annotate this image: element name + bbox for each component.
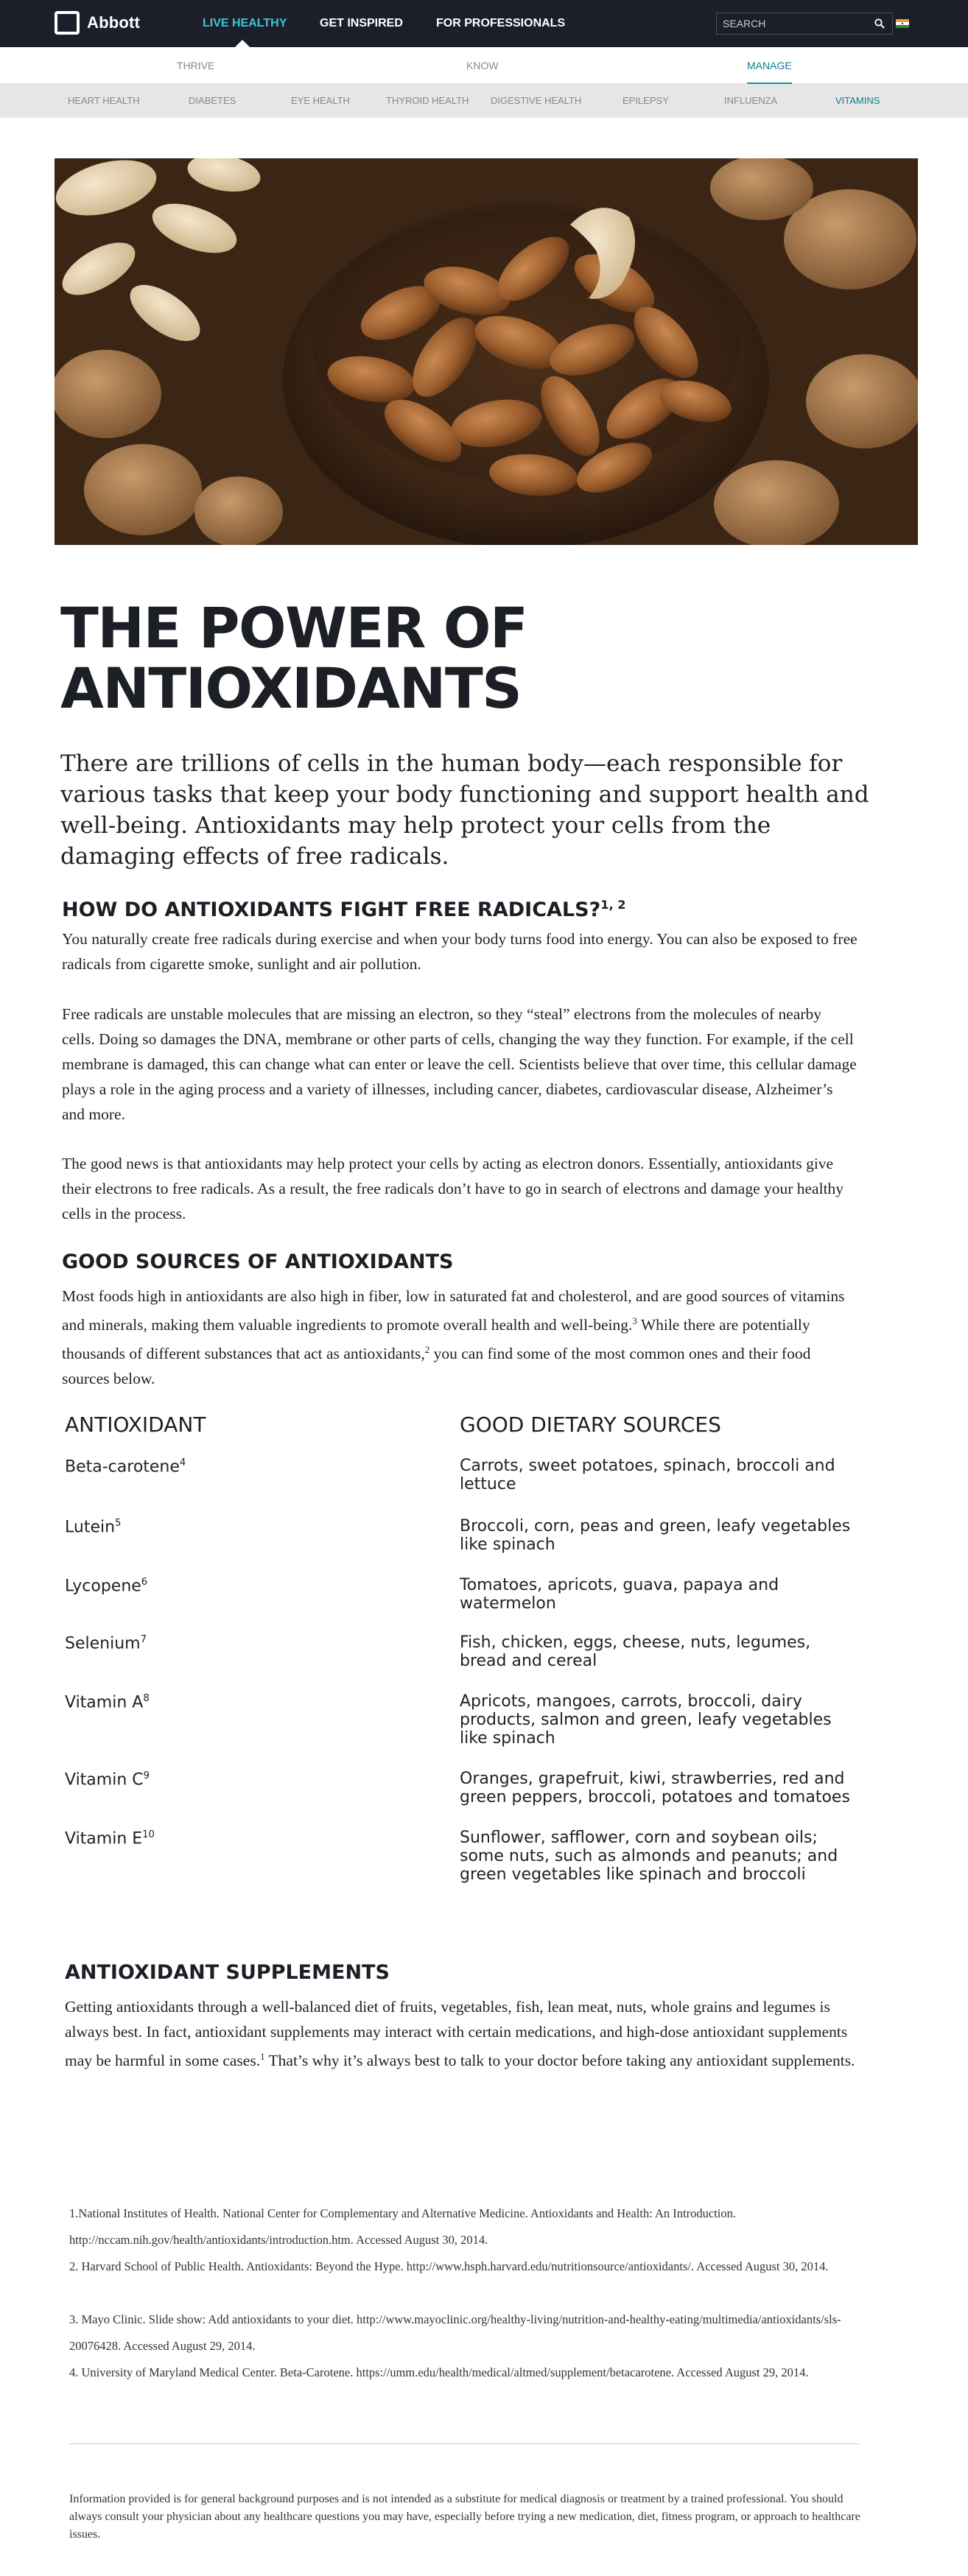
- category-diabetes[interactable]: DIABETES: [189, 95, 236, 106]
- category-influenza[interactable]: INFLUENZA: [724, 95, 778, 106]
- table-cell-antioxidant: [65, 1514, 418, 1536]
- abbott-logo[interactable]: [55, 10, 140, 35]
- nav-live-healthy[interactable]: LIVE HEALTHY: [203, 17, 287, 29]
- footnote-ref[interactable]: 7: [140, 1634, 147, 1645]
- antioxidant-name: Selenium: [65, 1634, 141, 1653]
- category-nav: [0, 84, 968, 118]
- table-cell-antioxidant: [65, 1573, 418, 1595]
- footnote-ref[interactable]: 8: [143, 1693, 150, 1704]
- subnav-know[interactable]: KNOW: [466, 60, 499, 71]
- footnote-ref-3[interactable]: 3: [632, 1316, 637, 1326]
- search-icon[interactable]: [874, 18, 885, 29]
- table-cell-sources: Tomatoes, apricots, guava, papaya and watermelon: [460, 1576, 779, 1613]
- footnote-ref[interactable]: 6: [141, 1577, 148, 1588]
- footnote-item: 1.National Institutes of Health. National Center for Complementary and Alternative Medicine. Antioxidants and Health: An Introduction. http://nccam.nih.gov/health/antioxidants/introduction.htm. Accessed August 30, 2014.: [69, 2206, 736, 2247]
- paragraph-free-radicals-3: The good news is that antioxidants may help protect your cells by acting as electron donors. Essentially, antioxidants give their electrons to free radicals. As a result, the free radicals don’t have to go in search of electrons and damage your healthy cells in the process.: [62, 1155, 844, 1222]
- table-cell-antioxidant: [65, 1630, 418, 1653]
- table-cell-antioxidant: [65, 1454, 418, 1476]
- footnote-item: 4. University of Maryland Medical Center. Beta-Carotene. https://umm.edu/health/medical/altmed/supplement/betacarotene. Accessed August 29, 2014.: [69, 2365, 809, 2379]
- footnote-ref[interactable]: 5: [115, 1518, 122, 1529]
- footnote-ref-2[interactable]: 2: [424, 1345, 430, 1356]
- nav-get-inspired[interactable]: GET INSPIRED: [320, 17, 403, 29]
- footnote-ref[interactable]: 4: [179, 1457, 186, 1468]
- table-header-antioxidant: ANTIOXIDANT: [65, 1412, 206, 1437]
- antioxidant-name: Vitamin C: [65, 1770, 144, 1790]
- top-nav: [0, 0, 968, 47]
- category-heart-health[interactable]: HEART HEALTH: [68, 95, 140, 106]
- antioxidant-name: Vitamin E: [65, 1829, 143, 1848]
- active-nav-caret-icon: [235, 40, 250, 47]
- table-cell-antioxidant: [65, 1689, 418, 1711]
- section-nav: [0, 47, 968, 84]
- supplements-text-1: Getting antioxidants through a well-balanced diet of fruits, vegetables, fish, lean meat, nuts, whole grains and legumes is always best. In fact, antioxidant supplements may interact with certain medications, and high-dose antioxidant supplements may be harmful in some cases.: [65, 1998, 848, 2070]
- search-input[interactable]: [723, 13, 863, 34]
- intro-paragraph: There are trillions of cells in the human body—each responsible for various tasks that keep your body functioning and support health and well-being. Antioxidants may help protect your cells from the damaging effects of free radicals.: [60, 750, 869, 870]
- good-sources-text-3: you can find some of the most common ones and their food sources below.: [62, 1345, 811, 1388]
- paragraph-good-sources: [62, 1284, 857, 1391]
- section-heading-free-radicals: [62, 893, 626, 923]
- footnote-ref-1[interactable]: 1: [260, 2052, 265, 2062]
- section-heading-supplements: ANTIOXIDANT SUPPLEMENTS: [65, 1961, 390, 1984]
- good-sources-text-1: Most foods high in antioxidants are also high in fiber, low in saturated fat and cholesterol, and are good sources of vitamins and minerals, making them valuable ingredients to promote overall health and well-being.: [62, 1287, 845, 1334]
- page-title-line1: THE POWER OF: [60, 595, 527, 661]
- footnote-item: 2. Harvard School of Public Health. Antioxidants: Beyond the Hype. http://www.hsph.harvard.edu/nutritionsource/antioxidants/. Accessed August 30, 2014.: [69, 2259, 829, 2273]
- category-epilepsy[interactable]: EPILEPSY: [622, 95, 669, 106]
- page-title: [60, 595, 723, 721]
- footnote-ref[interactable]: 9: [143, 1770, 150, 1781]
- table-cell-sources: Carrots, sweet potatoes, spinach, broccoli and lettuce: [460, 1457, 835, 1493]
- antioxidant-name: Beta-carotene: [65, 1457, 180, 1477]
- paragraph-free-radicals-1: You naturally create free radicals during exercise and when your body turns food into energy. You can also be exposed to free radicals from cigarette smoke, sunlight and air pollution.: [62, 930, 857, 973]
- table-cell-sources: Apricots, mangoes, carrots, broccoli, dairy products, salmon and green, leafy vegetables like spinach: [460, 1692, 832, 1748]
- table-cell-sources: Broccoli, corn, peas and green, leafy vegetables like spinach: [460, 1517, 851, 1554]
- category-vitamins[interactable]: VITAMINS: [835, 95, 880, 106]
- country-flag-icon[interactable]: [896, 19, 909, 28]
- antioxidant-name: Lutein: [65, 1518, 116, 1537]
- table-cell-sources: Fish, chicken, eggs, cheese, nuts, legumes, bread and cereal: [460, 1633, 811, 1670]
- subnav-manage[interactable]: [747, 47, 792, 84]
- paragraph-supplements: [65, 1994, 860, 2073]
- category-digestive-health[interactable]: DIGESTIVE HEALTH: [491, 95, 582, 106]
- page-title-line2: ANTIOXIDANTS: [60, 655, 522, 721]
- section-heading-good-sources: GOOD SOURCES OF ANTIOXIDANTS: [62, 1250, 454, 1273]
- subnav-thrive[interactable]: THRIVE: [177, 60, 215, 71]
- footer-divider: [69, 2443, 859, 2444]
- antioxidant-name: Lycopene: [65, 1577, 141, 1596]
- table-cell-sources: Oranges, grapefruit, kiwi, strawberries, red and green peppers, broccoli, potatoes and tomatoes: [460, 1770, 850, 1806]
- paragraph-free-radicals-2: Free radicals are unstable molecules that are missing an electron, so they “steal” electrons from the molecules of nearby cells. Doing so damages the DNA, membrane or other parts of cells, changing the way they function. For example, if the cell membrane is damaged, this can change what can enter or leave the cell. Scientists believe that over time, this cellular damage plays a role in the aging process and a variety of illnesses, including cancer, diabetes, cardiovascular disease, Alzheimer’s and more.: [62, 1005, 857, 1123]
- hero-image-nuts-bowl: [55, 158, 918, 545]
- section-heading-free-radicals-text: HOW DO ANTIOXIDANTS FIGHT FREE RADICALS?: [62, 898, 601, 921]
- search-box: [716, 13, 893, 35]
- footnote-ref[interactable]: 10: [142, 1829, 155, 1840]
- nav-for-professionals[interactable]: FOR PROFESSIONALS: [436, 17, 566, 29]
- abbott-logo-icon: [55, 11, 80, 35]
- category-eye-health[interactable]: EYE HEALTH: [291, 95, 350, 106]
- subnav-manage-label: MANAGE: [747, 60, 792, 71]
- footnote-item: 3. Mayo Clinic. Slide show: Add antioxidants to your diet. http://www.mayoclinic.org/healthy-living/nutrition-and-healthy-eating/multimedia/antioxidants/sls-20076428. Accessed August 29, 2014.: [69, 2312, 841, 2353]
- medical-disclaimer: Information provided is for general background purposes and is not intended as a substitute for medical diagnosis or treatment by a trained professional. You should always consult your physician about any healthcare questions you may have, especially before trying a new medication, diet, fitness program, or approach to healthcare issues.: [69, 2493, 860, 2541]
- category-thyroid-health[interactable]: THYROID HEALTH: [386, 95, 469, 106]
- antioxidant-name: Vitamin A: [65, 1693, 144, 1712]
- table-header-sources: GOOD DIETARY SOURCES: [460, 1412, 721, 1437]
- heading-footnote-ref[interactable]: 1, 2: [600, 898, 626, 912]
- brand-name: Abbott: [87, 13, 141, 32]
- supplements-text-2: That’s why it’s always best to talk to your doctor before taking any antioxidant supplements.: [264, 2052, 855, 2070]
- table-cell-antioxidant: [65, 1767, 418, 1789]
- table-cell-sources: Sunflower, safflower, corn and soybean oils; some nuts, such as almonds and peanuts; and green vegetables like spinach and broccoli: [460, 1829, 838, 1884]
- good-sources-text-2: While there are potentially thousands of different substances that act as antioxidants,: [62, 1316, 810, 1363]
- table-cell-antioxidant: [65, 1826, 418, 1848]
- nuts-illustration: [55, 158, 918, 545]
